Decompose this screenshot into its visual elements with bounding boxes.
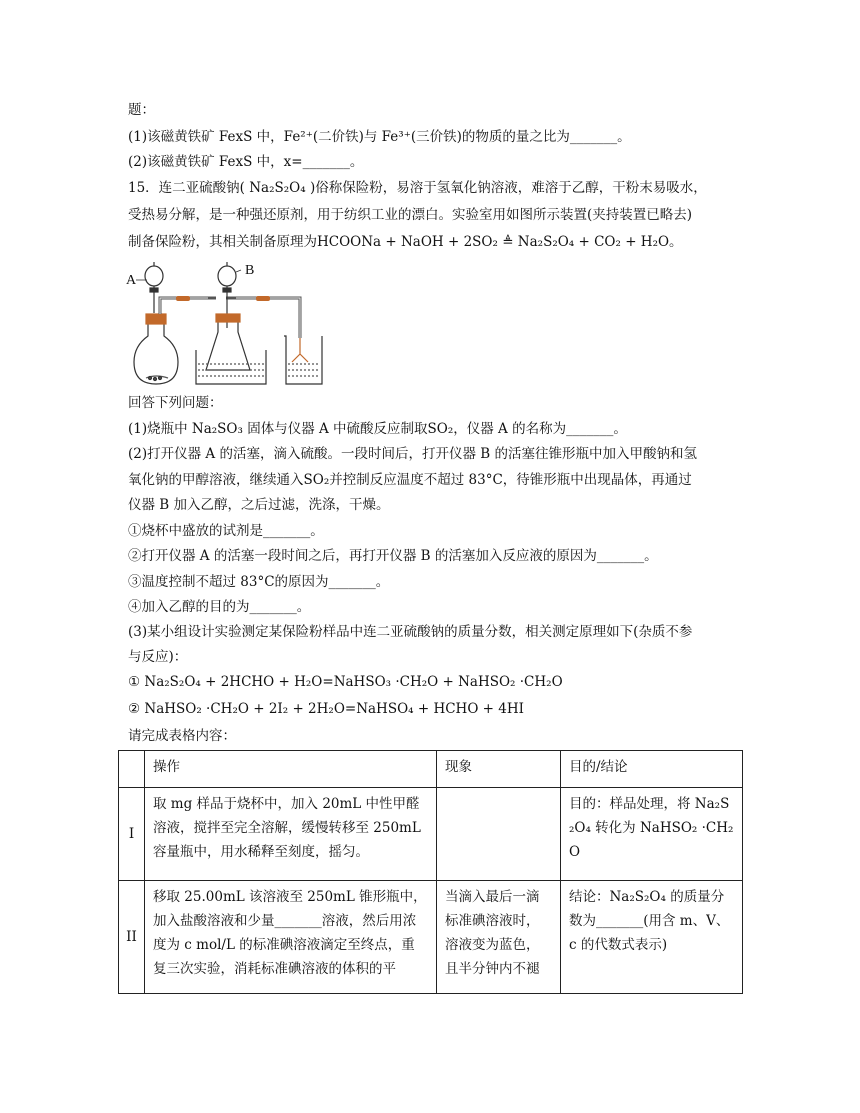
header-cell-conclusion: 目的/结论: [561, 751, 743, 788]
text-line: ②打开仪器 A 的活塞一段时间之后，再打开仪器 B 的活塞加入反应液的原因为_______。: [128, 548, 658, 564]
text-line: (2)该磁黄铁矿 FexS 中，x=_______。: [128, 154, 364, 170]
beaker: [284, 336, 322, 384]
text-line: 回答下列问题：: [128, 395, 223, 411]
flask: [134, 314, 178, 384]
equation-2: ② NaHSO₂ ·CH₂O + 2I₂ + 2H₂O=NaHSO₄ + HCHO + 4HI: [128, 701, 524, 717]
text-line: 与反应)：: [128, 649, 188, 665]
text-line: 氧化钠的甲醇溶液，继续通入SO₂并控制反应温度不超过 83°C，待锥形瓶中出现晶体，再通过: [128, 472, 692, 488]
question-15-title: 15．连二亚硫酸钠( Na₂S₂O₄ )俗称保险粉，易溶于氢氧化钠溶液，难溶于乙醇，干粉末易吸水，: [128, 180, 707, 196]
equation-1: ① Na₂S₂O₄ + 2HCHO + H₂O=NaHSO₃ ·CH₂O + NaHSO₂ ·CH₂O: [128, 674, 563, 690]
text-line: ③温度控制不超过 83°C的原因为_______。: [128, 574, 390, 590]
label-b: B: [245, 263, 255, 278]
table-row: [119, 881, 743, 994]
header-cell-index: [119, 751, 145, 788]
row-index: II: [119, 881, 145, 994]
reaction-principle: 制备保险粉，其相关制备原理为HCOONa + NaOH + 2SO₂ ≜ Na₂S₂O₄ + CO₂ + H₂O。: [128, 234, 683, 250]
text-line: 仪器 B 加入乙醇，之后过滤，洗涤，干燥。: [128, 497, 390, 513]
phenomenon-cell: 当滴入最后一滴标准碘溶液时，溶液变为蓝色，且半分钟内不褪: [437, 881, 561, 994]
text-line: ①烧杯中盛放的试剂是_______。: [128, 523, 324, 539]
text-line: (3)某小组设计实验测定某保险粉样品中连二亚硫酸钠的质量分数，相关测定原理如下(杂质不参: [128, 624, 693, 640]
header-cell-phenomenon: 现象: [437, 751, 561, 788]
conclusion-cell: 结论：Na₂S₂O₄ 的质量分数为_______(用含 m、V、c 的代数式表示): [561, 881, 743, 994]
row-index: I: [119, 788, 145, 881]
text-line: ④加入乙醇的目的为_______。: [128, 599, 311, 615]
text-line: (1)烧瓶中 Na₂SO₃ 固体与仪器 A 中硫酸反应制取SO₂，仪器 A 的名称为_______。: [128, 421, 627, 437]
text-line: (2)打开仪器 A 的活塞，滴入硫酸。一段时间后，打开仪器 B 的活塞往锥形瓶中加入甲酸钠和氢: [128, 446, 697, 462]
header-cell-operation: 操作: [145, 751, 437, 788]
conical-flask: [206, 314, 250, 370]
apparatus-diagram: [124, 258, 334, 390]
table-header-row: [119, 751, 743, 788]
label-a: A: [126, 273, 137, 288]
operation-cell: 取 mg 样品于烧杯中，加入 20mL 中性甲醛溶液，搅拌至完全溶解，缓慢转移至 250mL 容量瓶中，用水稀释至刻度，摇匀。: [145, 788, 437, 881]
conclusion-cell: 目的：样品处理，将 Na₂S₂O₄ 转化为 NaHSO₂ ·CH₂O: [561, 788, 743, 881]
text-line: 题：: [128, 102, 155, 118]
table-row: [119, 788, 743, 881]
text-line: (1)该磁黄铁矿 FexS 中，Fe²⁺(二价铁)与 Fe³⁺(三价铁)的物质的量之比为_______。: [128, 129, 631, 145]
text-line: 受热易分解，是一种强还原剂，用于纺织工业的漂白。实验室用如图所示装置(夹持装置已略去): [128, 207, 693, 223]
operation-cell: 移取 25.00mL 该溶液至 250mL 锥形瓶中，加入盐酸溶液和少量_______溶液，然后用浓度为 c mol/L 的标准碘溶液滴定至终点，重复三次实验，消耗标准碘溶液的体积的平: [145, 881, 437, 994]
text-line: 请完成表格内容：: [128, 728, 236, 744]
experiment-table: [118, 750, 743, 994]
phenomenon-cell: [437, 788, 561, 881]
